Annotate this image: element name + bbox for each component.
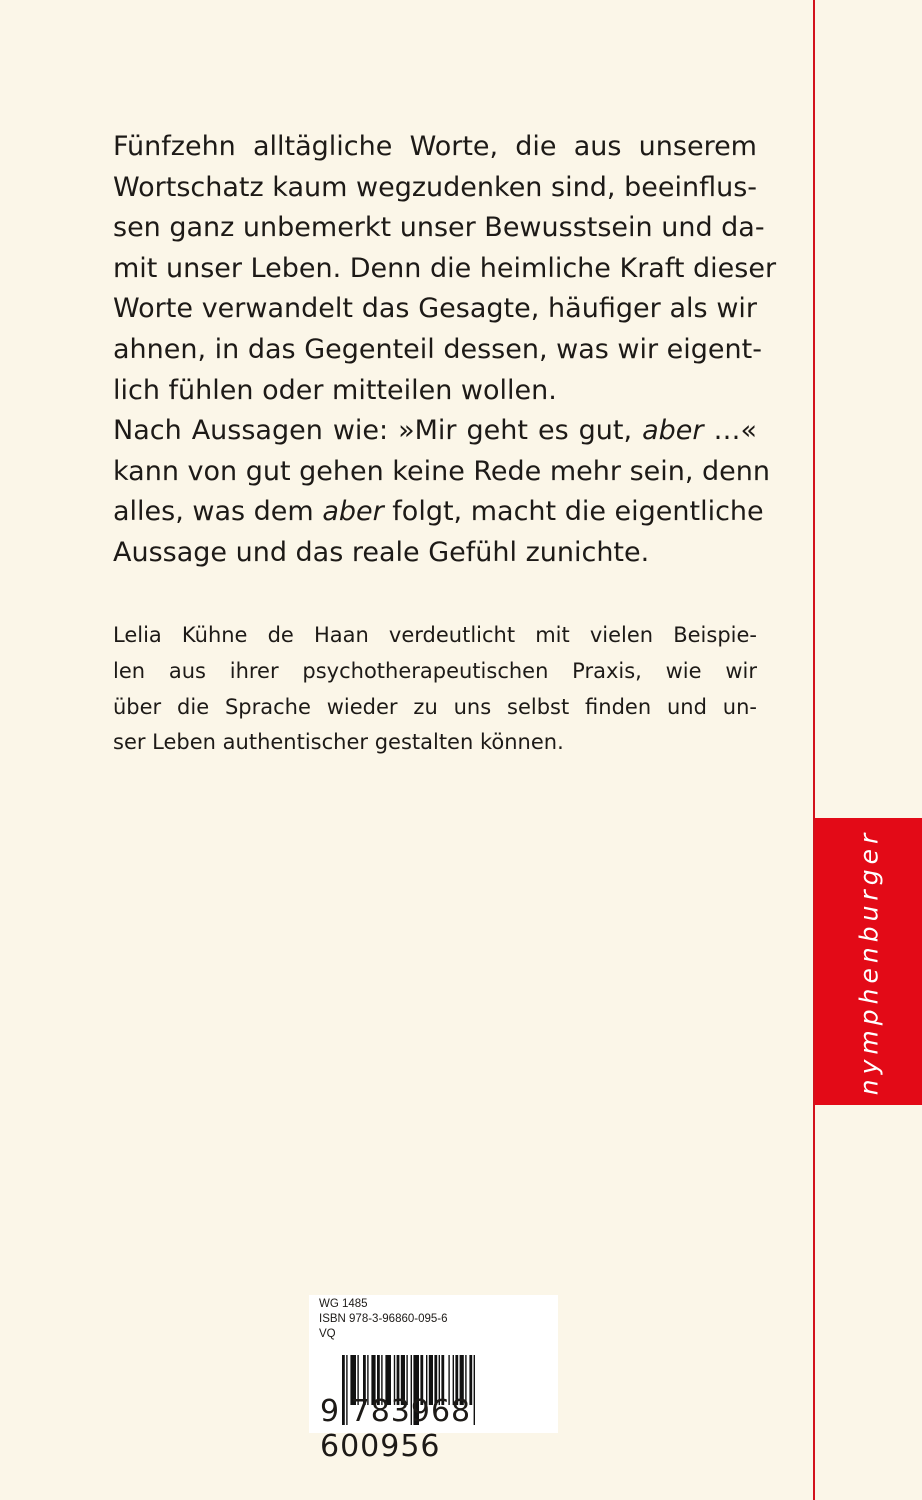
blurb-line: über die Sprache wieder zu uns selbst finden und un- <box>113 694 757 719</box>
blurb-line <box>113 249 777 290</box>
barcode-block <box>309 1295 558 1464</box>
blurb-line <box>113 330 762 371</box>
text: kann von gut gehen keine Rede mehr sein, denn <box>113 455 771 487</box>
text: …« <box>703 415 757 447</box>
blurb-line <box>113 452 771 493</box>
product-group-code: WG 1485 <box>319 1298 368 1310</box>
text: sen ganz unbemerkt unser Bewusstsein und da- <box>113 212 765 244</box>
barcode-digits: 9 783968 600956 <box>320 1394 472 1464</box>
blurb-line <box>113 411 757 452</box>
blurb-line <box>113 168 757 209</box>
publisher-name: nymphenburger <box>854 828 883 1095</box>
text: Nach Aussagen wie: »Mir geht es gut, <box>113 415 643 447</box>
blurb-line: ser Leben authentischer gestalten können. <box>113 730 564 755</box>
blurb-line <box>113 208 765 249</box>
text: folgt, macht die eigentliche <box>383 496 764 528</box>
blurb-line <box>113 127 757 168</box>
spine-line <box>813 0 815 1500</box>
blurb-paragraph-1 <box>113 127 777 574</box>
text: Fünfzehn alltägliche Worte, die aus unserem <box>113 131 757 162</box>
text: Aussage und das reale Gefühl zunichte. <box>113 536 650 568</box>
text: Worte verwandelt das Gesagte, häufiger als wir <box>113 293 757 325</box>
vq-code: VQ <box>319 1328 336 1340</box>
blurb-paragraph-2 <box>113 618 757 761</box>
text: alles, was dem <box>113 496 323 528</box>
italic-text: aber <box>642 415 704 447</box>
text: Wortschatz kaum wegzudenken sind, beeinflus- <box>113 171 757 203</box>
blurb-line: Lelia Kühne de Haan verdeutlicht mit vielen Beispie- <box>113 623 757 647</box>
blurb-line: len aus ihrer psychotherapeutischen Praxis, wie wir <box>113 658 757 683</box>
blurb-line <box>113 289 757 330</box>
barcode-meta <box>319 1297 448 1342</box>
blurb-line <box>113 533 757 574</box>
text: ahnen, in das Gegenteil dessen, was wir eigent- <box>113 333 762 365</box>
text: mit unser Leben. Denn die heimliche Kraft dieser <box>113 252 777 284</box>
publisher-imprint-label <box>815 818 922 1105</box>
text: lich fühlen oder mitteilen wollen. <box>113 374 557 406</box>
isbn: ISBN 978-3-96860-095-6 <box>319 1313 448 1325</box>
blurb-line <box>113 492 764 533</box>
italic-text: aber <box>322 496 384 528</box>
blurb-line <box>113 371 757 412</box>
